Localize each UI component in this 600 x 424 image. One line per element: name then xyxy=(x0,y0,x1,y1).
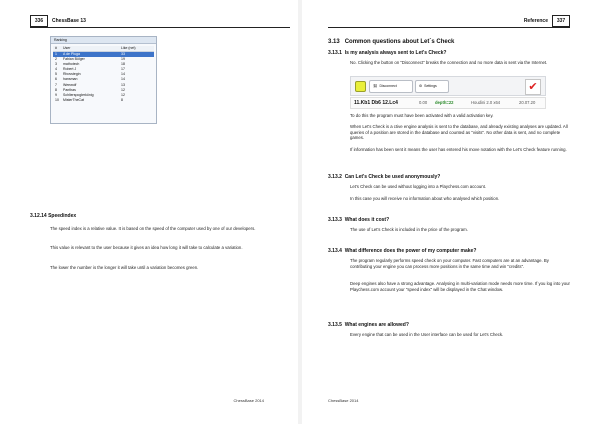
chapter-heading xyxy=(328,39,454,45)
ranking-col-user[interactable]: User xyxy=(63,46,71,50)
like-cell: 33 xyxy=(121,52,125,56)
section-number: 3.13.2 xyxy=(328,174,342,180)
ranking-window xyxy=(50,36,157,124)
like-cell: 18 xyxy=(121,62,125,67)
rank-cell: 10 xyxy=(55,97,59,102)
disconnect-button[interactable] xyxy=(369,80,413,93)
rank-cell: 8 xyxy=(55,87,57,92)
section-number: 3.13.4 xyxy=(328,248,342,254)
section-title: Speedindex xyxy=(48,213,77,219)
like-cell: 19 xyxy=(121,57,125,62)
user-cell: Panthas xyxy=(63,87,76,92)
user-cell: MisterTheCat xyxy=(63,97,85,102)
rank-cell: 9 xyxy=(55,92,57,97)
section-heading-speedindex xyxy=(30,213,76,219)
depth-value: depth=22 xyxy=(435,100,454,105)
paragraph: The program regularly performs speed check on your computer. Fast computers are at an advantage. By contributing your engine you can process more positions in the same time and win "credits". xyxy=(350,258,549,269)
rank-cell: 2 xyxy=(55,57,57,62)
left-page xyxy=(0,0,298,424)
left-page-number: 336 xyxy=(30,15,48,27)
section-number: 3.13.1 xyxy=(328,50,342,56)
like-cell: 14 xyxy=(121,77,125,82)
paragraph: This value is relevant to the user because it gives an idea how long it will take to calculate a variation. xyxy=(50,245,243,250)
link-icon: ⛓ xyxy=(373,84,378,88)
paragraph: Deep engines also have a strong advantage. Analysing in multi-variation mode needs more time. If you log into your Playchess.com account your "speed index" will be displayed in the Chat window. xyxy=(350,281,570,292)
paragraph: If information has been sent it means the user has entered his move notation with the Let's Check feature running. xyxy=(350,147,567,152)
paragraph: The lower the number is the longer it will take until a variation becomes green. xyxy=(50,265,199,270)
user-cell: Weewolf xyxy=(63,82,77,87)
section-title: What engines are allowed? xyxy=(344,322,409,328)
ranking-col-rank[interactable]: # xyxy=(55,46,57,50)
section-number: 3.13.3 xyxy=(328,217,342,223)
paragraph: The speed index is a relative value. It is based on the speed of the computer used by one of our developers. xyxy=(50,226,256,231)
rank-cell: 1 xyxy=(55,52,57,56)
paragraph: When Let's Check is a ctive engine analysis is sent to the database, and already existing analyses are updated. All queries of a position are stored in the database and counted as "visits". No other data is sent, and no complete games. xyxy=(350,124,568,141)
user-cell: A de Pluga xyxy=(63,52,80,56)
section-heading xyxy=(328,174,440,180)
like-cell: 12 xyxy=(121,92,125,97)
settings-label: Settings xyxy=(424,84,437,88)
paragraph: No. Clicking the button on "Disconnect" breaks the connection and no more data is sent via the Internet. xyxy=(350,60,548,65)
rank-cell: 7 xyxy=(55,82,57,87)
check-mark-icon[interactable]: ✔ xyxy=(525,79,541,95)
right-running-title: Reference xyxy=(523,18,548,24)
left-running-title: ChessBase 13 xyxy=(52,18,86,24)
section-heading xyxy=(328,248,476,254)
date-value: 20.07.20 xyxy=(519,100,536,105)
section-title: Can Let's Check be used anonymously? xyxy=(344,174,441,180)
rank-cell: 3 xyxy=(55,62,57,67)
paragraph: The use of Let's Check is included in the price of the program. xyxy=(350,227,468,232)
user-cell: hansman xyxy=(63,77,78,82)
ranking-rows xyxy=(51,52,156,103)
section-heading xyxy=(328,217,389,223)
user-cell: Rbovstegin xyxy=(63,72,81,77)
table-row[interactable] xyxy=(53,98,154,103)
paragraph: To do this the program must have been activated with a valid activation key. xyxy=(350,113,494,118)
like-cell: 12 xyxy=(121,87,125,92)
left-page-header xyxy=(30,15,290,28)
like-cell: 8 xyxy=(121,97,123,102)
chapter-number: 3.13 xyxy=(328,39,340,45)
analysis-line xyxy=(350,97,546,109)
like-cell: 17 xyxy=(121,67,125,72)
section-number: 3.12.14 xyxy=(30,213,47,219)
like-cell: 13 xyxy=(121,82,125,87)
section-title: What does it cost? xyxy=(344,217,390,223)
section-heading xyxy=(328,50,446,56)
rank-cell: 5 xyxy=(55,72,57,77)
section-title: What difference does the power of my computer make? xyxy=(344,248,477,254)
section-number: 3.13.5 xyxy=(328,322,342,328)
move-text: 11.Kb1 Db6 12.Lc4 xyxy=(354,100,398,106)
ranking-window-title: Ranking xyxy=(51,37,156,44)
section-title: Is my analysis always sent to Let's Check? xyxy=(344,50,447,56)
section-heading xyxy=(328,322,409,328)
paragraph: Every engine that can be used in the User interface can be used for Let's Check. xyxy=(350,332,504,337)
rank-cell: 4 xyxy=(55,67,57,72)
engine-start-icon[interactable] xyxy=(355,81,366,92)
engine-name: Houdini 2.0 x64 xyxy=(471,100,501,105)
lets-check-toolbar xyxy=(350,76,546,96)
user-cell: mathotech xyxy=(63,62,80,67)
right-page-number: 337 xyxy=(552,15,570,27)
paragraph: In this case you will receive no information about who analysed which position. xyxy=(350,196,500,201)
left-footer: ChessBase 2014 xyxy=(233,398,264,403)
right-footer: ChessBase 2014 xyxy=(328,398,359,403)
like-cell: 14 xyxy=(121,72,125,77)
right-page-header xyxy=(328,15,570,28)
chapter-title: Common questions about Let´s Check xyxy=(344,39,455,45)
eval-value: 0.00 xyxy=(419,100,428,105)
rank-cell: 6 xyxy=(55,77,57,82)
user-cell: Schlierspoglerkönig xyxy=(63,92,94,97)
disconnect-label: Disconnect xyxy=(379,84,397,88)
paragraph: Let's Check can be used without logging into a Playchess.com account. xyxy=(350,184,487,189)
settings-button[interactable] xyxy=(415,80,449,93)
settings-icon: ⚙ xyxy=(419,84,423,88)
user-cell: Fabian Bölger xyxy=(63,57,85,62)
ranking-col-like[interactable]: Like (net) xyxy=(121,46,136,50)
user-cell: Robert J xyxy=(63,67,77,72)
